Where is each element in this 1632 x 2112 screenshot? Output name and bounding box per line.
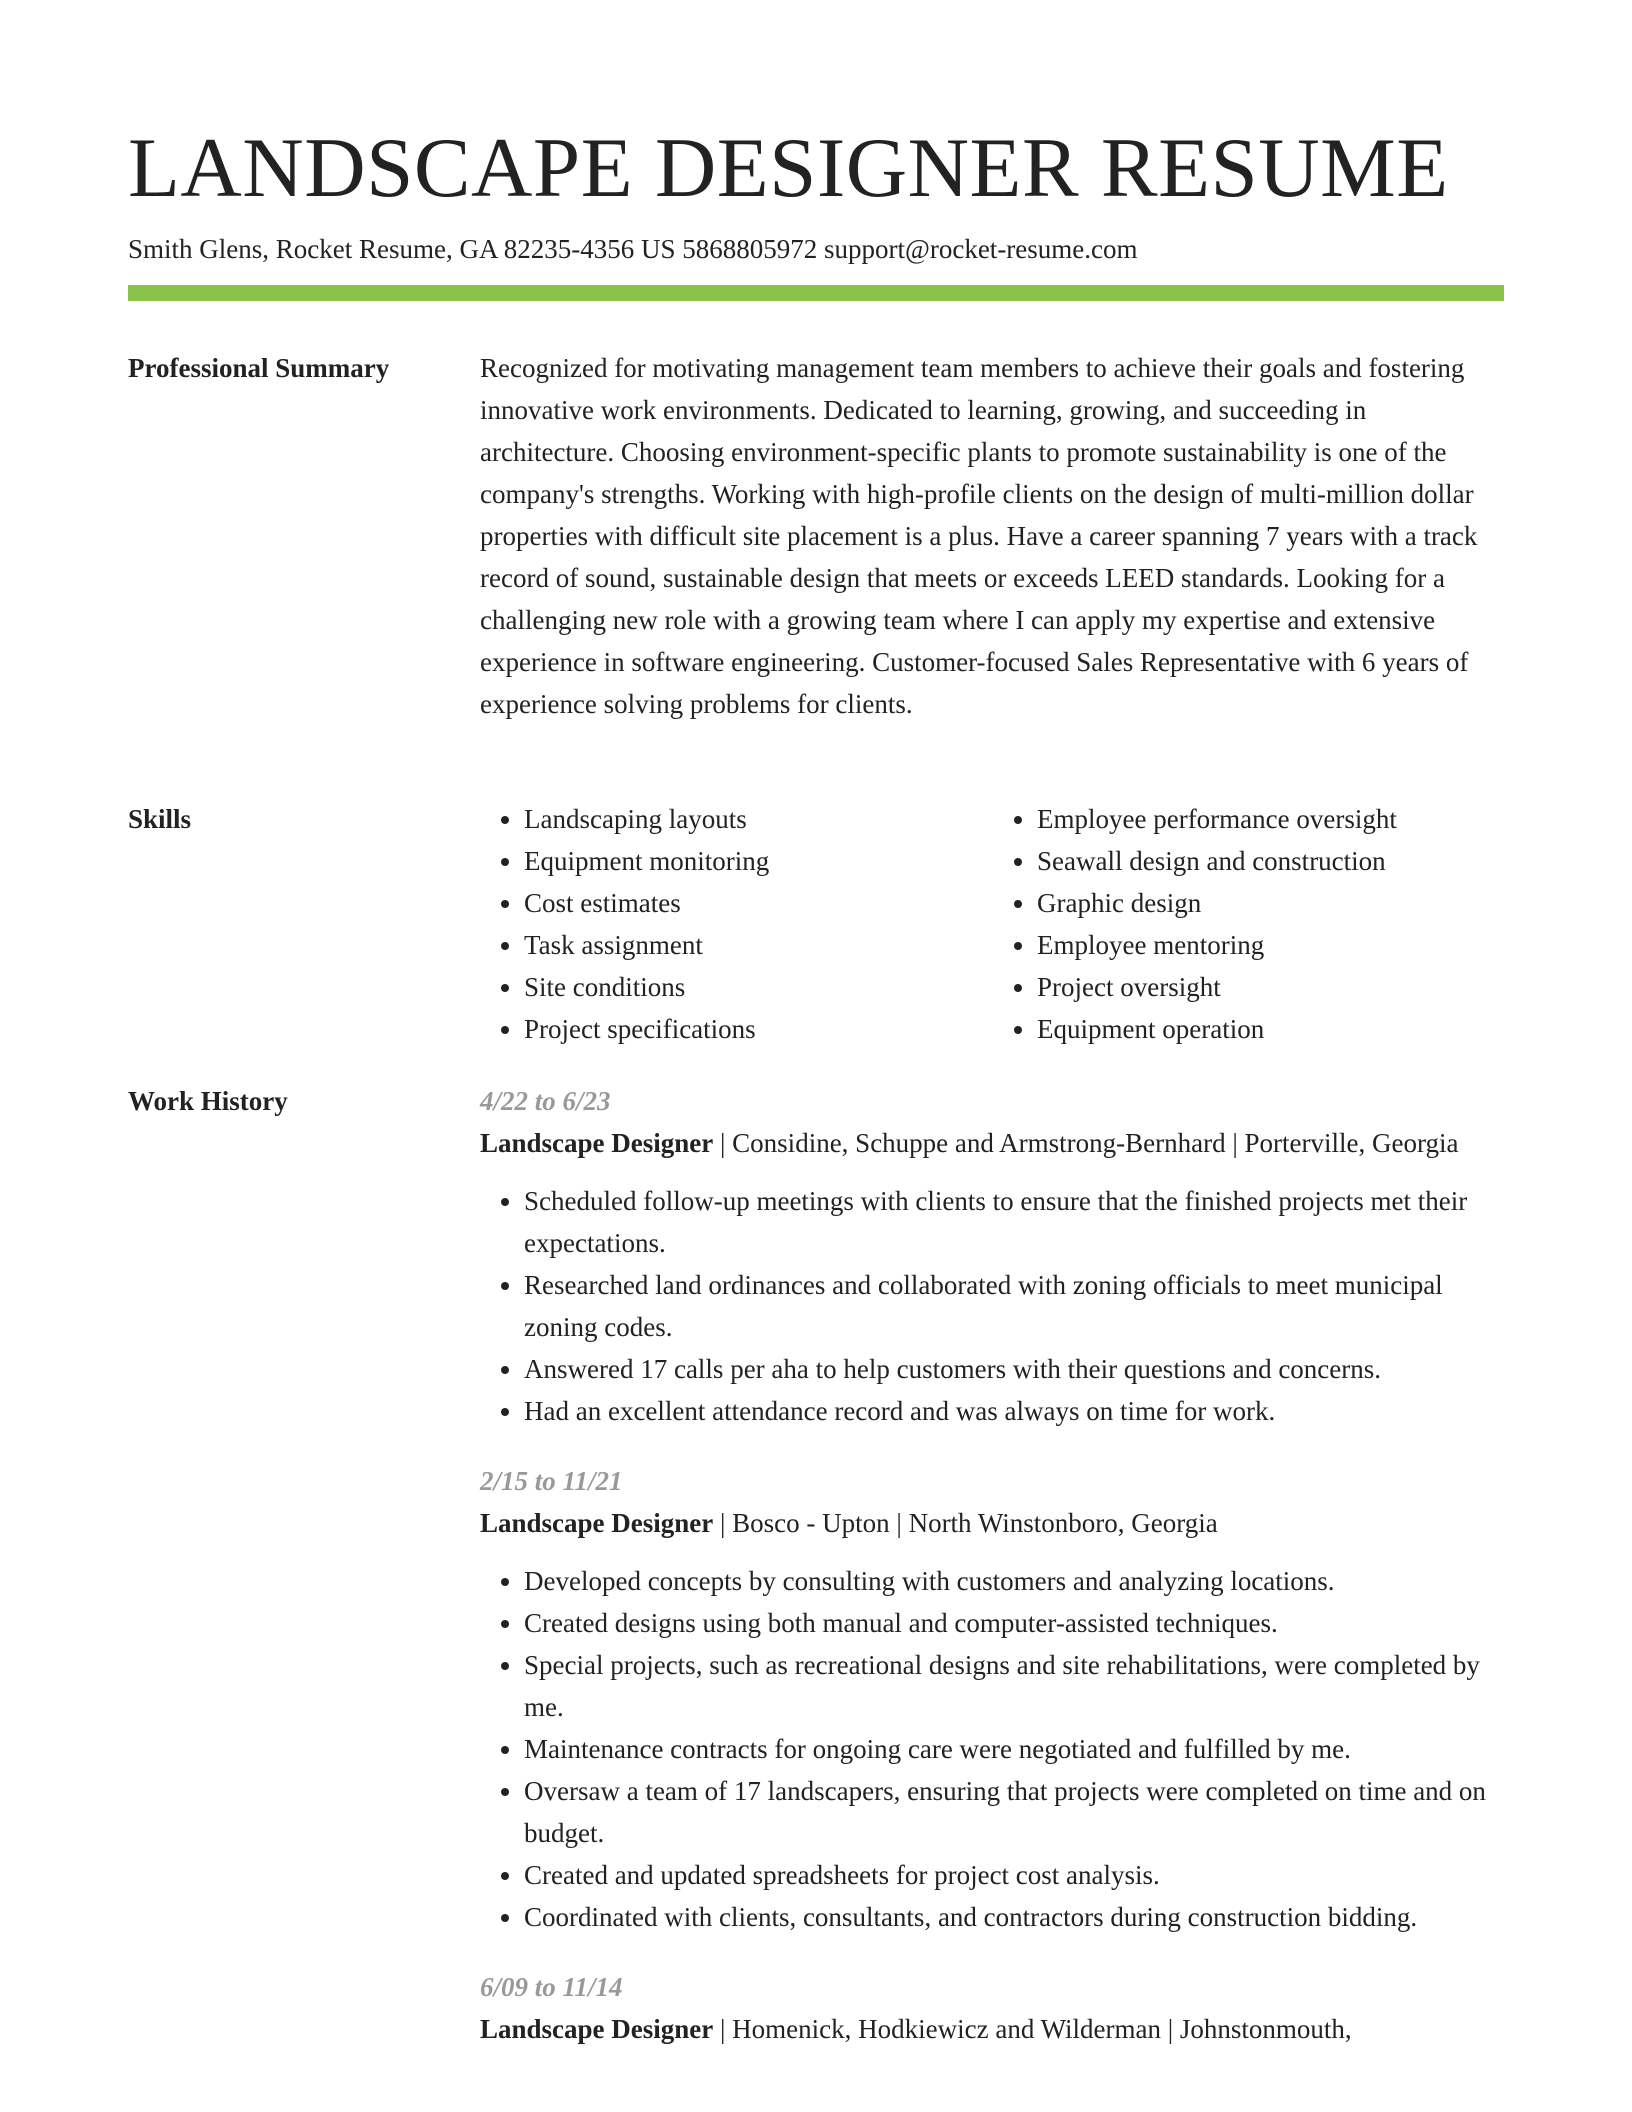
job-bullets — [480, 1180, 1506, 1432]
skills-body — [480, 798, 1506, 1050]
job-bullet: • Created and updated spreadsheets for project cost analysis. — [524, 1854, 1506, 1896]
job-dates: 4/22 to 6/23 — [480, 1086, 611, 1116]
contact-line: Smith Glens, Rocket Resume, GA 82235-4356 US 5868805972 support@rocket-resume.com — [128, 234, 1138, 264]
skills-label: Skills — [128, 804, 192, 834]
job-bullet: • Researched land ordinances and collaborated with zoning officials to meet municipal zoning codes. — [524, 1264, 1506, 1348]
job-heading — [480, 1122, 1506, 1164]
job-employer-location: | Homenick, Hodkiewicz and Wilderman | Johnstonmouth, — [713, 2014, 1352, 2044]
job-heading — [480, 1502, 1506, 1544]
job-bullet: • Answered 17 calls per aha to help customers with their questions and concerns. — [524, 1348, 1506, 1390]
work-history-label: Work History — [128, 1086, 288, 1116]
job-title: Landscape Designer — [480, 1128, 714, 1158]
job-bullet: • Coordinated with clients, consultants, and contractors during construction bidding. — [524, 1896, 1506, 1938]
skill-item: • Site conditions — [524, 966, 993, 1008]
job-dates: 6/09 to 11/14 — [480, 1972, 623, 2002]
job-entry — [480, 1966, 1506, 2050]
job-entry — [480, 1460, 1506, 1938]
job-bullet: • Created designs using both manual and computer-assisted techniques. — [524, 1602, 1506, 1644]
job-bullet: • Oversaw a team of 17 landscapers, ensuring that projects were completed on time and on budget. — [524, 1770, 1506, 1854]
job-bullets — [480, 1560, 1506, 1938]
skills-columns — [480, 798, 1506, 1050]
skill-item: • Equipment monitoring — [524, 840, 993, 882]
job-employer-location: | Bosco - Upton | North Winstonboro, Georgia — [713, 1508, 1218, 1538]
job-bullet: • Developed concepts by consulting with customers and analyzing locations. — [524, 1560, 1506, 1602]
skill-item: • Graphic design — [1037, 882, 1506, 924]
skills-list-left — [480, 798, 993, 1050]
skill-item: • Seawall design and construction — [1037, 840, 1506, 882]
job-bullet: • Had an excellent attendance record and was always on time for work. — [524, 1390, 1506, 1432]
job-title: Landscape Designer — [480, 1508, 714, 1538]
skill-item: • Equipment operation — [1037, 1008, 1506, 1050]
job-title: Landscape Designer — [480, 2014, 714, 2044]
job-bullet: • Special projects, such as recreational designs and site rehabilitations, were completed by me. — [524, 1644, 1506, 1728]
resume-title: LANDSCAPE DESIGNER RESUME — [128, 121, 1449, 215]
skill-item: • Employee performance oversight — [1037, 798, 1506, 840]
job-dates: 2/15 to 11/21 — [480, 1466, 623, 1496]
work-history-body — [480, 1080, 1506, 2078]
job-bullet: • Maintenance contracts for ongoing care were negotiated and fulfilled by me. — [524, 1728, 1506, 1770]
skill-item: • Project specifications — [524, 1008, 993, 1050]
skill-item: • Landscaping layouts — [524, 798, 993, 840]
summary-label: Professional Summary — [128, 353, 390, 383]
job-entry — [480, 1080, 1506, 1432]
summary-text: Recognized for motivating management team members to achieve their goals and fostering innovative work environments. Dedicated to learning, growing, and succeeding in architecture. Choosing environment-specific plants to promote sustainability is one of the company's strengths. Working with high-profile clients on the design of multi-million dollar properties with difficult site placement is a plus. Have a career spanning 7 years with a track record of sound, sustainable design that meets or exceeds LEED standards. Looking for a challenging new role with a growing team where I can apply my expertise and extensive experience in software engineering. Customer-focused Sales Representative with 6 years of experience solving problems for clients. — [480, 353, 1478, 719]
skill-item: • Cost estimates — [524, 882, 993, 924]
skills-list-right — [993, 798, 1506, 1050]
skill-item: • Task assignment — [524, 924, 993, 966]
skill-item: • Project oversight — [1037, 966, 1506, 1008]
job-heading — [480, 2008, 1506, 2050]
job-employer-location: | Considine, Schuppe and Armstrong-Bernhard | Porterville, Georgia — [713, 1128, 1459, 1158]
header-divider — [128, 285, 1504, 301]
skill-item: • Employee mentoring — [1037, 924, 1506, 966]
job-bullet: • Scheduled follow-up meetings with clients to ensure that the finished projects met their expectations. — [524, 1180, 1506, 1264]
summary-body — [480, 347, 1506, 725]
